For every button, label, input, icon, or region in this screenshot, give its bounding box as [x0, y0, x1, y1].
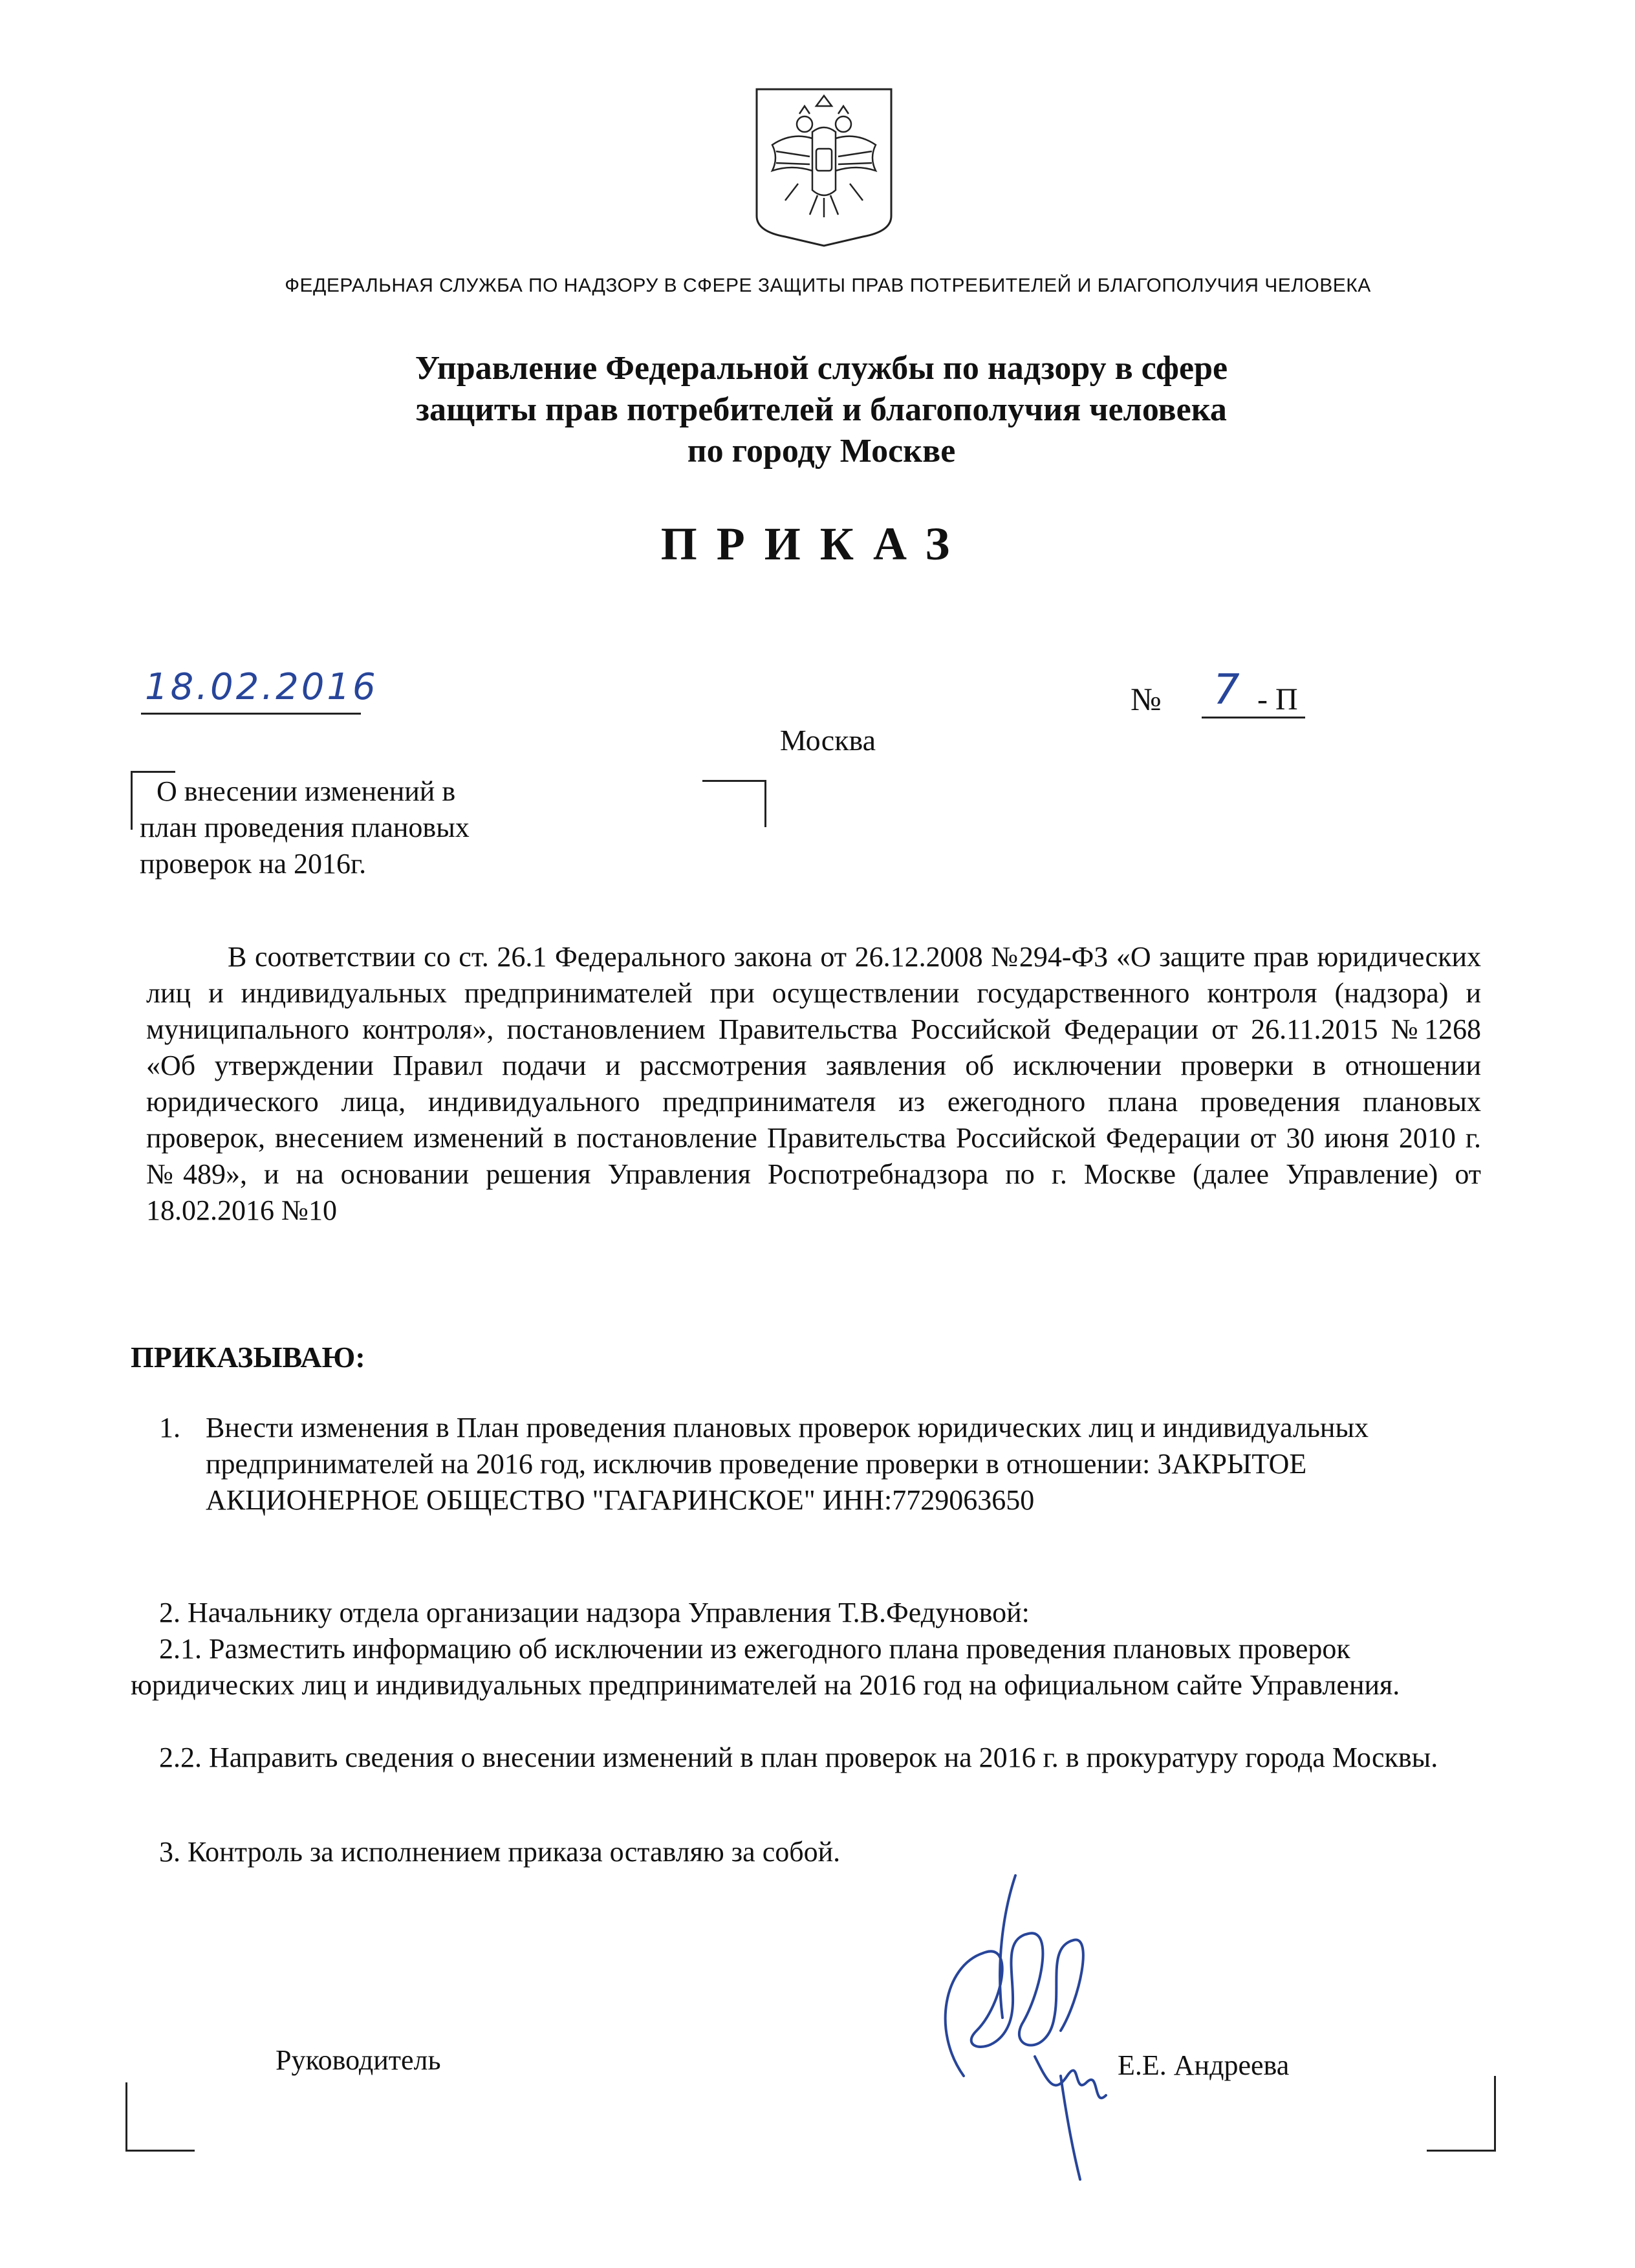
subject-corner-right: [702, 780, 766, 827]
order-title: ПРИКАЗ: [660, 518, 969, 570]
number-underline: [1202, 717, 1305, 718]
order-number-prefix: №: [1131, 681, 1162, 717]
ministry-name: ФЕДЕРАЛЬНАЯ СЛУЖБА ПО НАДЗОРУ В СФЕРЕ ЗАЩИТЫ ПРАВ ПОТРЕБИТЕЛЕЙ И БЛАГОПОЛУЧИЯ ЧЕЛОВЕКА: [285, 275, 1371, 296]
subject-line-1: О внесении изменений в: [157, 775, 456, 807]
signer-role: Руководитель: [276, 2044, 441, 2076]
bottom-corner-left: [125, 2082, 195, 2152]
order-item-2: 2. Начальнику отдела организации надзора Управления Т.В.Федуновой:: [159, 1597, 1030, 1628]
city: Москва: [779, 724, 876, 757]
department-line-2: защиты прав потребителей и благополучия человека: [416, 391, 1227, 428]
order-date: 18.02.2016: [145, 666, 378, 708]
order-item-2-1: 2.1. Разместить информацию об исключении из ежегодного плана проведения плановых проверок юридических лиц и индивидуальных предпринимателей на 2016 год на официальном сайте Управления.: [131, 1633, 1400, 1701]
order-word: ПРИКАЗЫВАЮ:: [131, 1341, 365, 1374]
date-underline: [141, 713, 361, 715]
order-number-value: 7: [1213, 666, 1240, 714]
subject-line-2: план проведения плановых: [140, 812, 470, 843]
handwritten-signature: [918, 1863, 1125, 2186]
department-line-3: по городу Москве: [687, 433, 956, 470]
department-name: [272, 348, 1371, 472]
preamble: В соответствии со ст. 26.1 Федерального закона от 26.12.2008 №294-ФЗ «О защите прав юридических лиц и индивидуальных предпринимателей при осуществлении государственного контроля (надзора) и муниципального контроля», постановлением Правительства Российской Федерации от 26.11.2015 №1268 «Об утверждении Правил подачи и рассмотрения заявления об исключении проверки в отношении юридического лица, индивидуального предпринимателя из ежегодного плана проведения плановых проверок, внесением изменений в постановление Правительства Российской Федерации от 30 июня 2010 г. №489», и на основании решения Управления Роспотребнадзора по г. Москве (далее Управление) от 18.02.2016 №10: [146, 941, 1481, 1226]
order-item-3: 3. Контроль за исполнением приказа оставляю за собой.: [159, 1836, 841, 1868]
item-1-text: Внести изменения в План проведения плановых проверок юридических лиц и индивидуальных предпринимателей на 2016 год, исключив проведение проверки в отношении: ЗАКРЫТОЕ АКЦИОНЕРНОЕ ОБЩЕСТВО "ГАГАРИНСКОЕ" ИНН:7729063650: [206, 1412, 1369, 1516]
bottom-corner-right: [1427, 2076, 1496, 2152]
russian-coat-of-arms-icon: [753, 87, 895, 248]
order-item-2-2: 2.2. Направить сведения о внесении изменений в план проверок на 2016 г. в прокуратуру города Москвы.: [159, 1742, 1438, 1773]
order-number-suffix: - П: [1257, 682, 1298, 717]
subject-line-3: проверок на 2016г.: [140, 848, 367, 880]
department-line-1: Управление Федеральной службы по надзору в сфере: [415, 350, 1228, 387]
item-1-number: 1.: [159, 1412, 180, 1443]
order-subject: [140, 773, 541, 882]
signer-name: Е.Е. Андреева: [1118, 2049, 1290, 2081]
